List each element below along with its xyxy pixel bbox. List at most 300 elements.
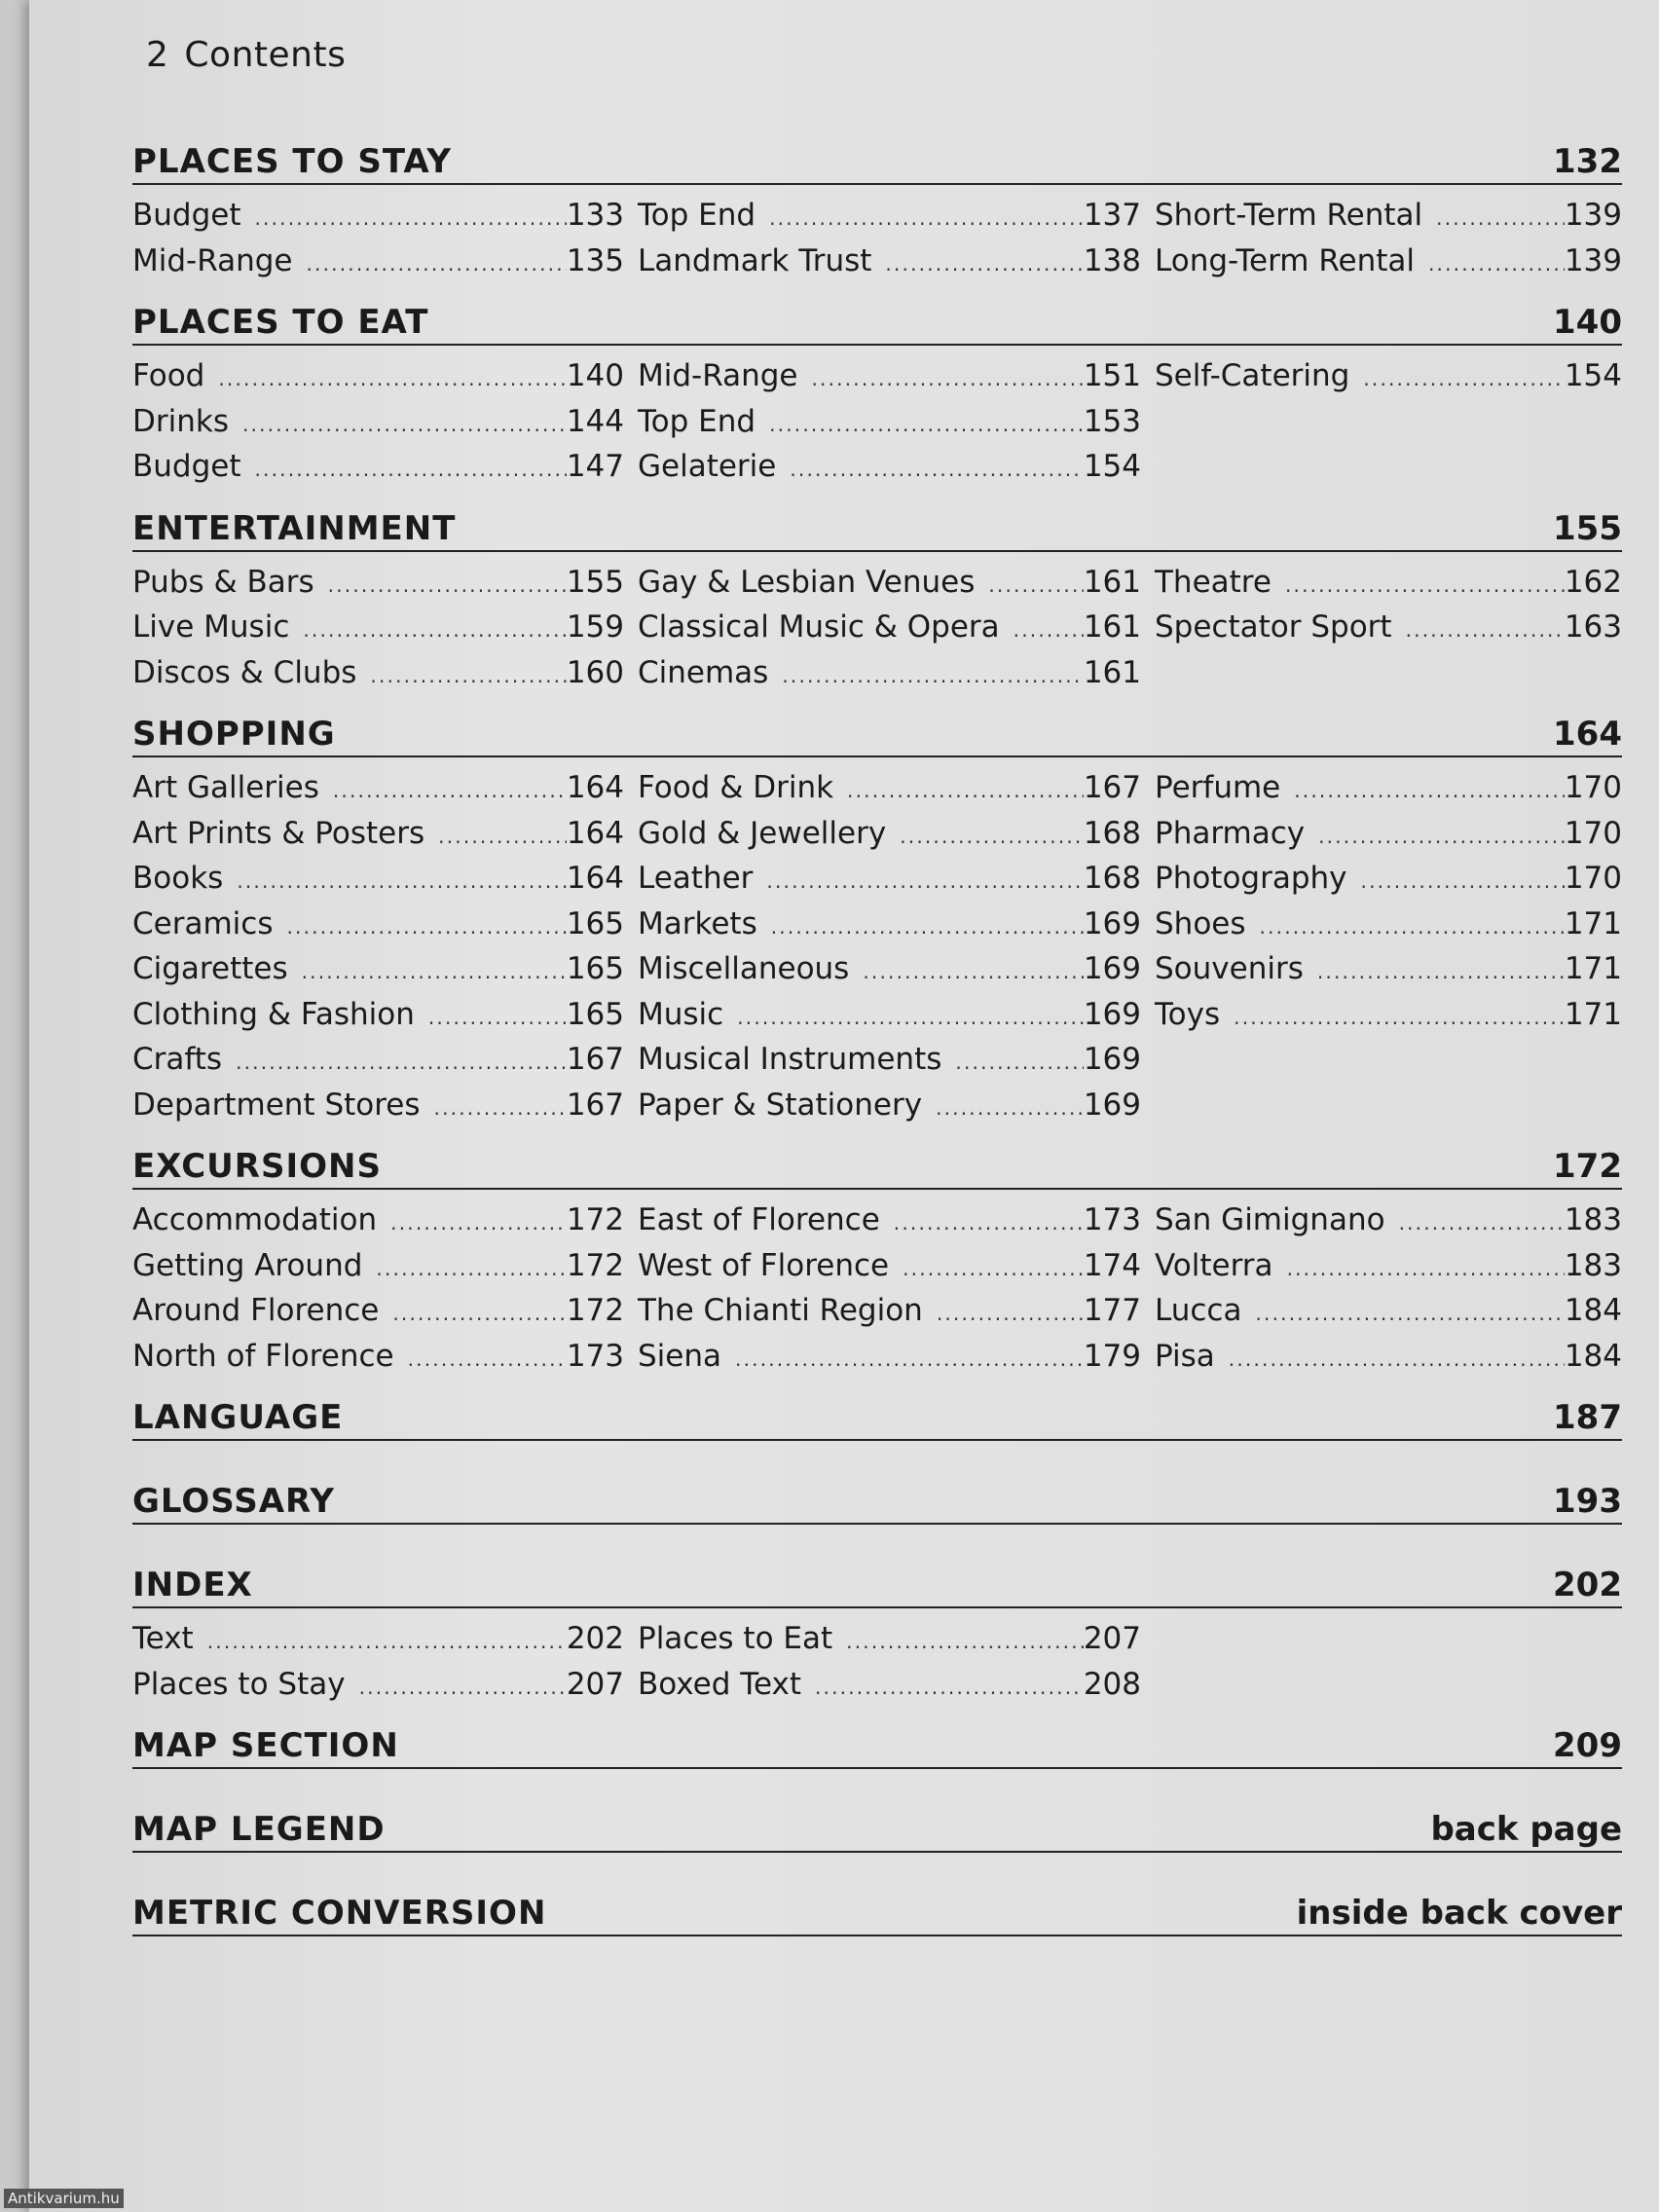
dot-leader — [885, 243, 1083, 286]
entry-page-number: 159 — [566, 609, 624, 645]
toc-entry — [638, 195, 1141, 240]
toc-entry — [132, 562, 624, 608]
toc-entry — [132, 1085, 624, 1130]
entry-page-number: 165 — [566, 996, 624, 1032]
section-page-number: 155 — [1553, 508, 1622, 548]
dot-leader — [1294, 770, 1565, 813]
dot-leader — [766, 861, 1083, 903]
entries-column — [1155, 1199, 1622, 1381]
entries-column — [638, 1618, 1141, 1709]
entry-label: Drinks — [132, 403, 229, 439]
entry-label: Clothing & Fashion — [132, 996, 415, 1032]
toc-entry — [1155, 195, 1622, 240]
entry-label: North of Florence — [132, 1338, 394, 1374]
entries-column — [1155, 355, 1622, 492]
section-title: EXCURSIONS — [132, 1147, 382, 1186]
dot-leader — [302, 951, 567, 994]
entry-label: Gay & Lesbian Venues — [638, 564, 976, 600]
toc-entry — [1155, 240, 1622, 286]
entry-page-number: 173 — [1083, 1202, 1141, 1237]
entry-page-number: 177 — [1083, 1293, 1141, 1328]
entry-label: Pisa — [1155, 1338, 1215, 1374]
contents-list — [132, 142, 1622, 1977]
section-title: MAP LEGEND — [132, 1810, 386, 1849]
contents-section — [132, 1482, 1622, 1525]
section-page-number: 202 — [1553, 1566, 1622, 1604]
contents-section — [132, 715, 1622, 1129]
dot-leader — [894, 1202, 1084, 1245]
toc-entry — [1155, 767, 1622, 813]
entry-page-number: 169 — [1083, 1087, 1141, 1123]
dot-leader — [359, 1667, 567, 1710]
entry-page-number: 137 — [1083, 198, 1141, 233]
entry-page-number: 167 — [1083, 770, 1141, 805]
entry-label: San Gimignano — [1155, 1202, 1385, 1237]
dot-leader — [1399, 1202, 1565, 1245]
entry-label: Miscellaneous — [638, 951, 850, 986]
section-title: PLACES TO STAY — [132, 142, 453, 181]
toc-entry — [132, 355, 624, 401]
entry-label: Souvenirs — [1155, 951, 1304, 986]
dot-leader — [328, 565, 567, 608]
toc-entry — [638, 652, 1141, 698]
dot-leader — [390, 1202, 567, 1245]
dot-leader — [988, 565, 1083, 608]
toc-entry — [132, 446, 624, 492]
section-page-number: 164 — [1553, 715, 1622, 754]
section-page-number: 132 — [1553, 142, 1622, 181]
section-title: SHOPPING — [132, 715, 336, 754]
entries-column — [638, 355, 1141, 492]
dot-leader — [1436, 198, 1565, 240]
section-title: MAP SECTION — [132, 1726, 399, 1765]
entry-page-number: 165 — [566, 951, 624, 986]
entry-label: Ceramics — [132, 905, 274, 941]
entry-page-number: 170 — [1564, 861, 1622, 896]
entry-page-number: 171 — [1564, 905, 1622, 941]
entries-column — [132, 767, 624, 1129]
entry-page-number: 168 — [1083, 815, 1141, 851]
dot-leader — [255, 449, 567, 492]
entry-label: Live Music — [132, 609, 290, 645]
entry-page-number: 170 — [1564, 770, 1622, 805]
section-heading — [132, 142, 1622, 185]
toc-entry — [132, 858, 624, 903]
entry-page-number: 164 — [566, 770, 624, 805]
entry-label: Food & Drink — [638, 770, 834, 805]
toc-entry — [638, 1199, 1141, 1245]
dot-leader — [790, 449, 1083, 492]
toc-entry — [638, 813, 1141, 859]
dot-leader — [846, 1621, 1084, 1664]
dot-leader — [815, 1667, 1084, 1710]
entry-page-number: 172 — [566, 1293, 624, 1328]
toc-entry — [1155, 1199, 1622, 1245]
entry-label: The Chianti Region — [638, 1293, 923, 1328]
section-title: PLACES TO EAT — [132, 303, 429, 342]
entry-label: Photography — [1155, 861, 1347, 896]
entries-column — [1155, 1618, 1622, 1709]
dot-leader — [218, 358, 566, 401]
toc-entry — [132, 1336, 624, 1382]
entry-page-number: 160 — [566, 654, 624, 690]
contents-section — [132, 1726, 1622, 1769]
entry-label: Music — [638, 996, 724, 1032]
dot-leader — [1317, 951, 1565, 994]
entry-label: Shoes — [1155, 905, 1246, 941]
entry-label: Gelaterie — [638, 449, 777, 484]
dot-leader — [900, 816, 1084, 859]
toc-entry — [1155, 903, 1622, 949]
entry-label: Boxed Text — [638, 1666, 801, 1702]
entry-page-number: 174 — [1083, 1247, 1141, 1283]
entry-label: Getting Around — [132, 1247, 363, 1283]
dot-leader — [769, 198, 1084, 240]
contents-section — [132, 509, 1622, 698]
toc-entry — [638, 355, 1141, 401]
toc-entry — [638, 1085, 1141, 1130]
toc-entry — [638, 1290, 1141, 1336]
entry-page-number: 184 — [1564, 1338, 1622, 1374]
section-heading — [132, 1482, 1622, 1525]
entry-page-number: 173 — [566, 1338, 624, 1374]
entry-page-number: 163 — [1564, 609, 1622, 645]
dot-leader — [207, 1621, 567, 1664]
entry-label: Lucca — [1155, 1293, 1242, 1328]
section-page-number: 209 — [1553, 1726, 1622, 1765]
section-entries — [132, 195, 1622, 285]
entry-page-number: 171 — [1564, 996, 1622, 1032]
dot-leader — [236, 1042, 567, 1085]
toc-entry — [638, 903, 1141, 949]
toc-entry — [132, 1245, 624, 1291]
entries-column — [132, 355, 624, 492]
dot-leader — [811, 358, 1083, 401]
entry-page-number: 169 — [1083, 951, 1141, 986]
dot-leader — [428, 997, 567, 1040]
entry-page-number: 164 — [566, 815, 624, 851]
dot-leader — [735, 1339, 1084, 1382]
entries-column — [638, 767, 1141, 1129]
section-page-number: 187 — [1553, 1398, 1622, 1437]
toc-entry — [638, 1336, 1141, 1382]
entry-page-number: 140 — [566, 358, 624, 393]
toc-entry — [638, 1618, 1141, 1664]
contents-section — [132, 1894, 1622, 1936]
dot-leader — [333, 770, 567, 813]
entry-page-number: 169 — [1083, 905, 1141, 941]
entry-page-number: 144 — [566, 403, 624, 439]
dot-leader — [392, 1293, 566, 1336]
section-heading — [132, 509, 1622, 552]
page-number: 2 — [146, 35, 169, 75]
entry-page-number: 135 — [566, 242, 624, 278]
entry-label: Gold & Jewellery — [638, 815, 887, 851]
toc-entry — [132, 1664, 624, 1710]
toc-entry — [132, 1199, 624, 1245]
dot-leader — [1234, 997, 1565, 1040]
dot-leader — [1255, 1293, 1564, 1336]
entry-page-number: 164 — [566, 861, 624, 896]
entry-label: East of Florence — [638, 1202, 880, 1237]
toc-entry — [638, 562, 1141, 608]
entry-page-number: 155 — [566, 564, 624, 600]
toc-entry — [132, 994, 624, 1040]
entry-label: Pubs & Bars — [132, 564, 314, 600]
contents-section — [132, 1147, 1622, 1381]
toc-entry — [1155, 1245, 1622, 1291]
toc-entry — [132, 401, 624, 447]
section-heading — [132, 1566, 1622, 1608]
entry-page-number: 172 — [566, 1202, 624, 1237]
toc-entry — [132, 240, 624, 286]
toc-entry — [638, 607, 1141, 652]
dot-leader — [1361, 861, 1565, 903]
toc-entry — [1155, 994, 1622, 1040]
entry-label: Crafts — [132, 1042, 223, 1077]
toc-entry — [1155, 948, 1622, 994]
section-entries — [132, 1199, 1622, 1381]
entry-label: Accommodation — [132, 1202, 378, 1237]
entry-page-number: 179 — [1083, 1338, 1141, 1374]
toc-entry — [638, 240, 1141, 286]
entry-label: Around Florence — [132, 1293, 380, 1328]
entry-label: Leather — [638, 861, 754, 896]
entry-label: Spectator Sport — [1155, 609, 1392, 645]
dot-leader — [1260, 906, 1565, 949]
dot-leader — [782, 655, 1084, 698]
entries-column — [638, 1199, 1141, 1381]
toc-entry — [132, 903, 624, 949]
toc-entry — [132, 767, 624, 813]
entry-page-number: 151 — [1083, 358, 1141, 393]
section-heading — [132, 1147, 1622, 1190]
dot-leader — [937, 1293, 1084, 1336]
entry-label: Theatre — [1155, 564, 1272, 600]
entry-page-number: 183 — [1564, 1202, 1622, 1237]
section-title: GLOSSARY — [132, 1482, 335, 1521]
entry-label: Markets — [638, 905, 757, 941]
toc-entry — [1155, 607, 1622, 652]
dot-leader — [903, 1248, 1084, 1291]
page-header — [146, 35, 346, 75]
entry-label: Self-Catering — [1155, 358, 1350, 393]
entries-column — [132, 1199, 624, 1381]
entry-label: Budget — [132, 449, 241, 484]
section-page-number: 193 — [1553, 1482, 1622, 1521]
dot-leader — [438, 816, 567, 859]
entry-page-number: 184 — [1564, 1293, 1622, 1328]
section-heading — [132, 1726, 1622, 1769]
section-heading — [132, 303, 1622, 346]
section-page-number: back page — [1430, 1810, 1622, 1849]
toc-entry — [638, 1245, 1141, 1291]
toc-entry — [638, 401, 1141, 447]
entry-page-number: 153 — [1083, 403, 1141, 439]
section-page-number: 140 — [1553, 303, 1622, 342]
section-heading — [132, 715, 1622, 757]
entry-label: Top End — [638, 198, 756, 233]
entry-page-number: 161 — [1083, 609, 1141, 645]
entry-label: Pharmacy — [1155, 815, 1306, 851]
dot-leader — [1406, 609, 1565, 652]
toc-entry — [1155, 813, 1622, 859]
section-entries — [132, 562, 1622, 698]
dot-leader — [955, 1042, 1083, 1085]
toc-entry — [132, 813, 624, 859]
section-entries — [132, 355, 1622, 492]
dot-leader — [237, 861, 567, 903]
entry-label: Siena — [638, 1338, 722, 1374]
entry-label: Cinemas — [638, 654, 769, 690]
entry-page-number: 161 — [1083, 564, 1141, 600]
section-page-number: inside back cover — [1296, 1894, 1622, 1933]
entry-label: Mid-Range — [638, 358, 798, 393]
toc-entry — [132, 1039, 624, 1085]
entry-label: Musical Instruments — [638, 1042, 942, 1077]
running-title: Contents — [184, 35, 347, 75]
entry-label: Perfume — [1155, 770, 1281, 805]
toc-entry — [132, 948, 624, 994]
section-entries — [132, 767, 1622, 1129]
entry-label: Food — [132, 358, 205, 393]
entry-page-number: 154 — [1083, 449, 1141, 484]
dot-leader — [255, 198, 567, 240]
dot-leader — [1014, 609, 1084, 652]
entries-column — [132, 562, 624, 698]
entry-page-number: 167 — [566, 1087, 624, 1123]
entry-label: Volterra — [1155, 1247, 1273, 1283]
dot-leader — [286, 906, 566, 949]
entry-page-number: 169 — [1083, 996, 1141, 1032]
entry-page-number: 162 — [1564, 564, 1622, 600]
entry-label: Cigarettes — [132, 951, 288, 986]
entry-label: Short-Term Rental — [1155, 198, 1423, 233]
section-heading — [132, 1810, 1622, 1853]
entry-label: Books — [132, 861, 224, 896]
entry-label: West of Florence — [638, 1247, 890, 1283]
entry-page-number: 147 — [566, 449, 624, 484]
entries-column — [132, 1618, 624, 1709]
entry-label: Mid-Range — [132, 242, 293, 278]
entries-column — [1155, 195, 1622, 285]
toc-entry — [638, 858, 1141, 903]
dot-leader — [936, 1088, 1084, 1130]
watermark: Antikvarium.hu — [4, 2189, 124, 2208]
dot-leader — [863, 951, 1083, 994]
entry-page-number: 208 — [1083, 1666, 1141, 1702]
entry-label: Places to Stay — [132, 1666, 346, 1702]
toc-entry — [132, 1618, 624, 1664]
entry-label: Toys — [1155, 996, 1221, 1032]
dot-leader — [408, 1339, 567, 1382]
entry-page-number: 170 — [1564, 815, 1622, 851]
entries-column — [1155, 767, 1622, 1129]
toc-entry — [638, 994, 1141, 1040]
toc-entry — [132, 607, 624, 652]
dot-leader — [1285, 565, 1565, 608]
entry-page-number: 183 — [1564, 1247, 1622, 1283]
book-page — [29, 0, 1659, 2212]
dot-leader — [434, 1088, 567, 1130]
section-title: LANGUAGE — [132, 1398, 344, 1437]
entry-label: Art Galleries — [132, 770, 319, 805]
contents-section — [132, 1566, 1622, 1709]
entry-label: Places to Eat — [638, 1621, 833, 1656]
dot-leader — [847, 770, 1084, 813]
section-title: METRIC CONVERSION — [132, 1894, 547, 1933]
dot-leader — [1318, 816, 1565, 859]
entry-page-number: 161 — [1083, 654, 1141, 690]
dot-leader — [242, 404, 567, 447]
dot-leader — [303, 609, 566, 652]
entry-page-number: 167 — [566, 1042, 624, 1077]
toc-entry — [638, 1039, 1141, 1085]
entries-column — [1155, 562, 1622, 698]
entry-page-number: 207 — [1083, 1621, 1141, 1656]
toc-entry — [638, 948, 1141, 994]
entry-page-number: 138 — [1083, 242, 1141, 278]
dot-leader — [1363, 358, 1565, 401]
contents-section — [132, 142, 1622, 285]
entry-page-number: 133 — [566, 198, 624, 233]
dot-leader — [1287, 1248, 1565, 1291]
dot-leader — [376, 1248, 566, 1291]
entry-page-number: 165 — [566, 905, 624, 941]
toc-entry — [132, 1290, 624, 1336]
entry-page-number: 154 — [1564, 358, 1622, 393]
entries-column — [638, 562, 1141, 698]
toc-entry — [1155, 858, 1622, 903]
section-title: INDEX — [132, 1566, 253, 1604]
entry-page-number: 139 — [1564, 198, 1622, 233]
dot-leader — [769, 404, 1084, 447]
section-page-number: 172 — [1553, 1147, 1622, 1186]
toc-entry — [1155, 355, 1622, 401]
entry-label: Budget — [132, 198, 241, 233]
toc-entry — [132, 652, 624, 698]
entry-label: Landmark Trust — [638, 242, 872, 278]
section-heading — [132, 1894, 1622, 1936]
entry-label: Department Stores — [132, 1087, 421, 1123]
entry-page-number: 207 — [566, 1666, 624, 1702]
entry-page-number: 172 — [566, 1247, 624, 1283]
dot-leader — [306, 243, 566, 286]
section-entries — [132, 1618, 1622, 1709]
toc-entry — [1155, 1336, 1622, 1382]
entry-page-number: 202 — [566, 1621, 624, 1656]
entry-label: Discos & Clubs — [132, 654, 357, 690]
dot-leader — [1428, 243, 1565, 286]
section-title: ENTERTAINMENT — [132, 508, 457, 548]
toc-entry — [1155, 562, 1622, 608]
toc-entry — [638, 767, 1141, 813]
section-heading — [132, 1398, 1622, 1441]
entry-label: Text — [132, 1621, 194, 1656]
entry-page-number: 139 — [1564, 242, 1622, 278]
entry-page-number: 169 — [1083, 1042, 1141, 1077]
entry-label: Paper & Stationery — [638, 1087, 923, 1123]
toc-entry — [1155, 1290, 1622, 1336]
entry-page-number: 168 — [1083, 861, 1141, 896]
dot-leader — [737, 997, 1084, 1040]
entry-page-number: 171 — [1564, 951, 1622, 986]
entries-column — [638, 195, 1141, 285]
entries-column — [132, 195, 624, 285]
entry-label: Art Prints & Posters — [132, 815, 425, 851]
entry-label: Long-Term Rental — [1155, 242, 1415, 278]
dot-leader — [1229, 1339, 1565, 1382]
